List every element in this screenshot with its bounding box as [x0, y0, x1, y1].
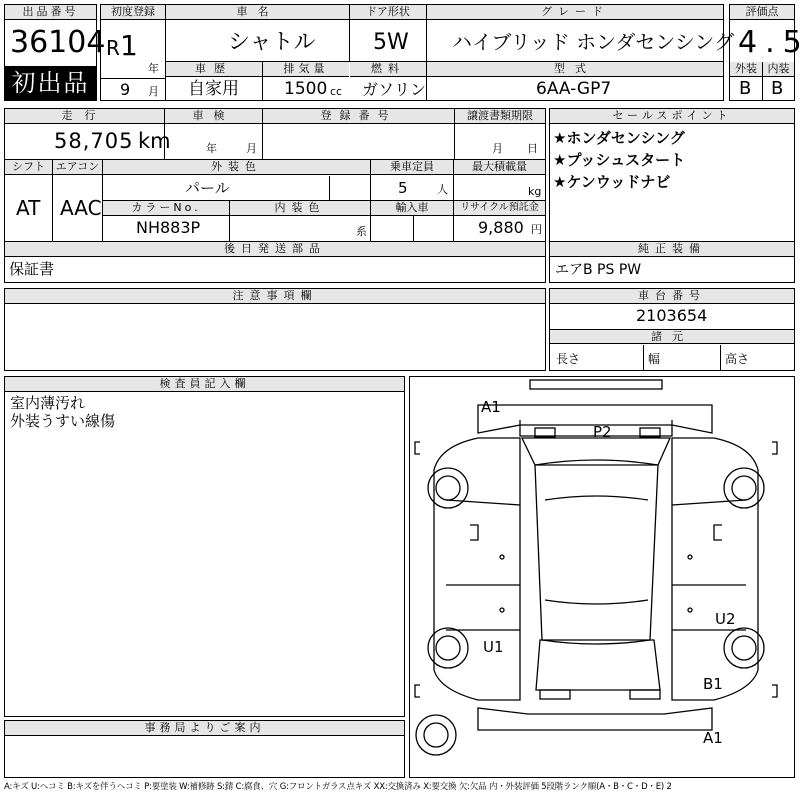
model-label: 型式	[427, 62, 723, 77]
grade-label: グレード	[427, 5, 723, 20]
first-reg-label: 初度登録	[101, 5, 165, 20]
aircon-label: エアコン	[53, 160, 102, 175]
transfer-day-unit: 日	[527, 142, 538, 155]
car-name: シャトル	[228, 30, 316, 55]
int-score: B	[771, 78, 784, 99]
inspection-month-unit: 月	[246, 142, 257, 155]
first-reg-month: 9	[120, 80, 131, 99]
selling-point: ★プッシュスタート	[553, 151, 686, 169]
selling-label: セールスポイント	[550, 109, 794, 124]
history-label: 車歴	[166, 62, 262, 77]
ext-color-label: 外装色	[103, 160, 370, 175]
mileage: 58,705	[54, 129, 134, 153]
capacity: 5	[398, 179, 408, 197]
first-reg-year-unit: 年	[148, 62, 159, 75]
color-number: NH883P	[136, 218, 201, 237]
mileage-unit: km	[138, 129, 171, 153]
selling-point: ★ケンウッドナビ	[553, 173, 671, 191]
car-name-label: 車名	[166, 5, 349, 20]
damage-mark: A1	[481, 398, 501, 416]
transfer-month-unit: 月	[492, 142, 503, 155]
lot-label: 出品番号	[5, 5, 96, 20]
chassis-number: 2103654	[636, 306, 708, 325]
inspector-label: 検査員記入欄	[5, 377, 404, 392]
later-parts: 保証書	[9, 260, 55, 278]
notes-label: 注意事項欄	[5, 289, 545, 304]
ext-score: B	[739, 78, 752, 99]
chassis-label: 車台番号	[550, 289, 794, 304]
shift: AT	[16, 196, 41, 220]
import-label: 輸入車	[371, 201, 453, 216]
mileage-label: 走行	[5, 109, 164, 124]
reg-number-label: 登録番号	[263, 109, 454, 124]
door-type: 5W	[373, 30, 409, 55]
ext-color: パール	[185, 179, 230, 197]
grade: ハイブリッド ホンダセンシング	[452, 30, 734, 54]
dims-width: 幅	[648, 352, 661, 366]
first-reg-era: R	[106, 36, 120, 60]
int-color-unit: 系	[356, 225, 367, 238]
dims-height: 高さ	[725, 352, 750, 366]
recycle-unit: 円	[531, 223, 542, 236]
score-label: 評価点	[730, 5, 794, 20]
int-score-label: 内装	[763, 62, 794, 77]
int-color-label: 内装色	[230, 201, 370, 216]
damage-mark: U2	[715, 610, 736, 628]
damage-mark: B1	[703, 675, 723, 693]
displacement-unit: cc	[330, 85, 343, 98]
color-no-label: カラーNo.	[103, 201, 229, 216]
transfer-label: 譲渡書類期限	[455, 109, 545, 124]
door-label: ドア形状	[350, 5, 426, 20]
fuel: ガソリン	[362, 80, 427, 99]
damage-mark: P2	[593, 423, 612, 441]
recycle-label: リサイクル預託金	[454, 201, 545, 216]
office-label: 事務局よりご案内	[5, 721, 404, 736]
load-label: 最大積載量	[454, 160, 545, 175]
aircon: AAC	[60, 196, 102, 220]
first-listing-badge: 初出品	[5, 66, 96, 100]
lot-number: 36104	[10, 25, 106, 60]
inspector-remark: 外装うすい線傷	[10, 412, 116, 430]
damage-mark: U1	[483, 638, 504, 656]
load-unit: kg	[528, 185, 542, 198]
inspection-year-unit: 年	[206, 142, 217, 155]
selling-point: ★ホンダセンシング	[553, 129, 685, 147]
model-code: 6AA-GP7	[536, 79, 612, 99]
damage-mark: A1	[703, 729, 723, 747]
shift-label: シフト	[5, 160, 52, 175]
inspection-label: 車検	[165, 109, 262, 124]
inspector-remark: 室内薄汚れ	[10, 394, 86, 412]
first-reg-month-unit: 月	[148, 85, 159, 98]
recycle-fee: 9,880	[478, 218, 524, 237]
first-reg-year: 1	[120, 29, 138, 62]
ext-score-label: 外装	[730, 62, 762, 77]
capacity-unit: 人	[437, 183, 448, 196]
displacement: 1500	[284, 79, 328, 99]
capacity-label: 乗車定員	[371, 160, 453, 175]
fuel-label: 燃料	[350, 62, 426, 77]
displacement-label: 排気量	[263, 62, 349, 77]
equipment-label: 純正装備	[550, 242, 794, 257]
history: 自家用	[188, 79, 239, 99]
equipment: エアB PS PW	[555, 262, 642, 278]
dims-length: 長さ	[556, 352, 581, 366]
later-parts-label: 後日発送部品	[5, 242, 545, 257]
damage-legend: A:キズ U:ヘコミ B:キズを伴うヘコミ P:要塗装 W:補修跡 S:錆 C:腐食、穴 G:フロントガラス点キズ XX:交換済み X:要交換 欠:欠品 内・外装評価 5段階ランク順(A・B・C・D・E) 2	[4, 782, 672, 792]
score-value: 4.5	[738, 25, 810, 60]
dims-label: 諸元	[550, 329, 794, 344]
